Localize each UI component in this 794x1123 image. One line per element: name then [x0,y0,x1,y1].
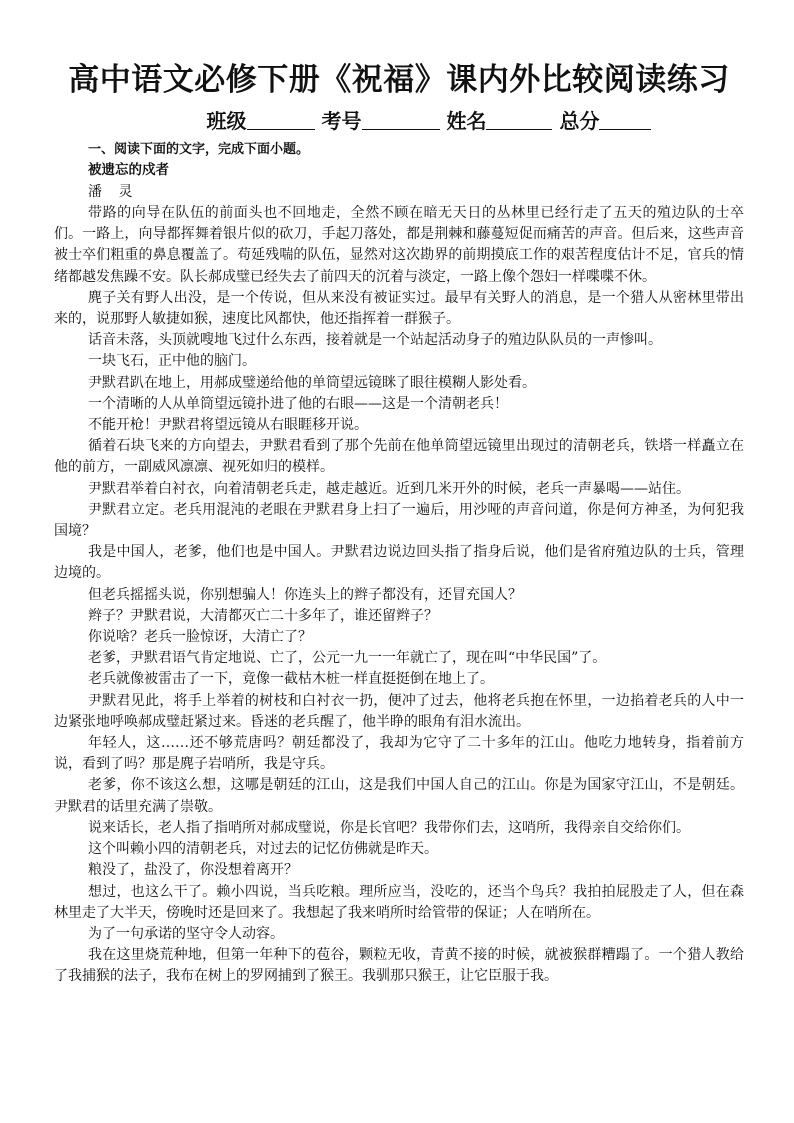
name-blank[interactable] [486,109,552,130]
paragraph: 我在这里烧荒种地，但第一年种下的苞谷，颗粒无收，青黄不接的时候，就被猴群糟蹋了。一个猎人教给了我捕猴的法子，我布在树上的罗网捕到了猴王。我驯那只猴王，让它臣服于我。 [54,947,744,985]
paragraph: 老爹，你不该这么想，这哪是朝廷的江山，这是我们中国人自己的江山。你是为国家守江山，不是朝廷。尹默君的话里充满了崇敬。 [54,777,744,815]
paragraph: 一个清晰的人从单筒望远镜扑进了他的右眼——这是一个清朝老兵！ [88,395,508,412]
score-label: 总分 [559,109,600,133]
paragraph: 老兵就像被雷击了一下，竟像一截枯木桩一样直挺挺倒在地上了。 [88,671,494,688]
paragraph: 但老兵摇摇头说，你别想骗人！你连头上的辫子都没有，还冒充国人？ [88,586,522,603]
class-label: 班级 [206,109,247,133]
class-blank[interactable] [247,109,315,130]
paragraph: 尹默君趴在地上，用郝成璧递给他的单筒望远镜眯了眼往模糊人影处看。 [88,374,536,391]
paragraph: 麂子关有野人出没，是一个传说，但从来没有被证实过。最早有关野人的消息，是一个猎人从密林里带出来的，说那野人敏捷如猴，速度比风都快，他还指挥着一群猴子。 [54,289,744,328]
article-author: 潘 灵 [88,184,139,200]
paragraph: 一块飞石，正中他的脑门。 [88,353,256,370]
paragraph: 话音未落，头顶就嗖地飞过什么东西，接着就是一个站起活动身子的殖边队队员的一声惨叫。 [88,332,662,349]
name-label: 姓名 [446,109,487,133]
paragraph: 循着石块飞来的方向望去，尹默君看到了那个先前在他单筒望远镜里出现过的清朝老兵，铁塔一样矗立在他的前方，一副威风凛凛、视死如归的模样。 [54,438,744,476]
paragraph: 不能开枪！尹默君将望远镜从右眼睚移开说。 [88,417,368,434]
paragraph: 说来话长，老人指了指哨所对郝成璧说，你是长官吧？我带你们去，这哨所，我得亲自交给你们。 [88,819,690,836]
student-info-line [54,106,744,136]
paragraph: 年轻人，这……还不够荒唐吗？朝廷都没了，我却为它守了二十多年的江山。他吃力地转身，指着前方说，看到了吗？那是麂子岩哨所，我是守兵。 [54,735,744,773]
section-heading: 一、阅读下面的文字，完成下面小题。 [88,142,310,157]
paragraph: 尹默君见此，将手上举着的树枝和白衬衣一扔，便冲了过去，他将老兵抱在怀里，一边掐着老兵的人中一边紧张地呼唤郝成璧赶紧过来。昏迷的老兵醒了，他半睁的眼角有泪水流出。 [54,692,744,730]
paragraph: 这个叫赖小四的清朝老兵，对过去的记忆仿佛就是昨天。 [88,841,438,858]
paragraph: 尹默君立定。老兵用混沌的老眼在尹默君身上扫了一遍后，用沙哑的声音问道，你是何方神圣，为何犯我国境？ [54,501,744,540]
exam-number-blank[interactable] [362,109,440,130]
paragraph: 我是中国人，老爹，他们也是中国人。尹默君边说边回头指了指身后说，他们是省府殖边队的士兵，管理边境的。 [54,544,744,582]
exam-number-label: 考号 [321,109,362,133]
score-blank[interactable] [599,109,651,130]
document-page [54,58,744,988]
document-title: 高中语文必修下册《祝福》课内外比较阅读练习 [68,62,730,98]
paragraph: 粮没了，盐没了，你没想着离开？ [88,862,298,879]
paragraph: 尹默君举着白衬衣，向着清朝老兵走，越走越近。近到几米开外的时候，老兵一声暴喝——站住。 [88,480,690,497]
paragraph: 你说啥？老兵一脸惊讶，大清亡了？ [88,629,312,646]
paragraph: 带路的向导在队伍的前面头也不回地走，全然不顾在暗无天日的丛林里已经行走了五天的殖边队的士卒们。一路上，向导都挥舞着银片似的砍刀，手起刀落处，都是荆棘和藤蔓短促而痛苦的声音。但后来，这些声音被士卒们粗重的鼻息覆盖了。苟延残喘的队伍，显然对这次勘界的前期摸底工作的艰苦程度估计不足，官兵的情绪都越发焦躁不安。队长郝成璧已经失去了前四天的沉着与淡定，一路上像个怨妇一样喋喋不休。 [54,205,744,285]
article-body [54,203,744,988]
paragraph: 为了一句承诺的坚守令人动容。 [88,925,284,942]
article-title: 被遗忘的戍者 [88,162,169,178]
paragraph: 老爹，尹默君语气肯定地说、亡了，公元一九一一年就亡了，现在叫“中华民国”了。 [88,650,607,667]
paragraph: 想过，也这么干了。赖小四说，当兵吃粮。理所应当，没吃的，还当个鸟兵？我拍拍屁股走了人，但在森林里走了大半天，傍晚时还是回来了。我想起了我来哨所时给管带的保证；人在哨所在。 [54,883,744,921]
paragraph: 辫子？尹默君说，大清都灭亡二十多年了，谁还留辫子？ [88,607,438,624]
